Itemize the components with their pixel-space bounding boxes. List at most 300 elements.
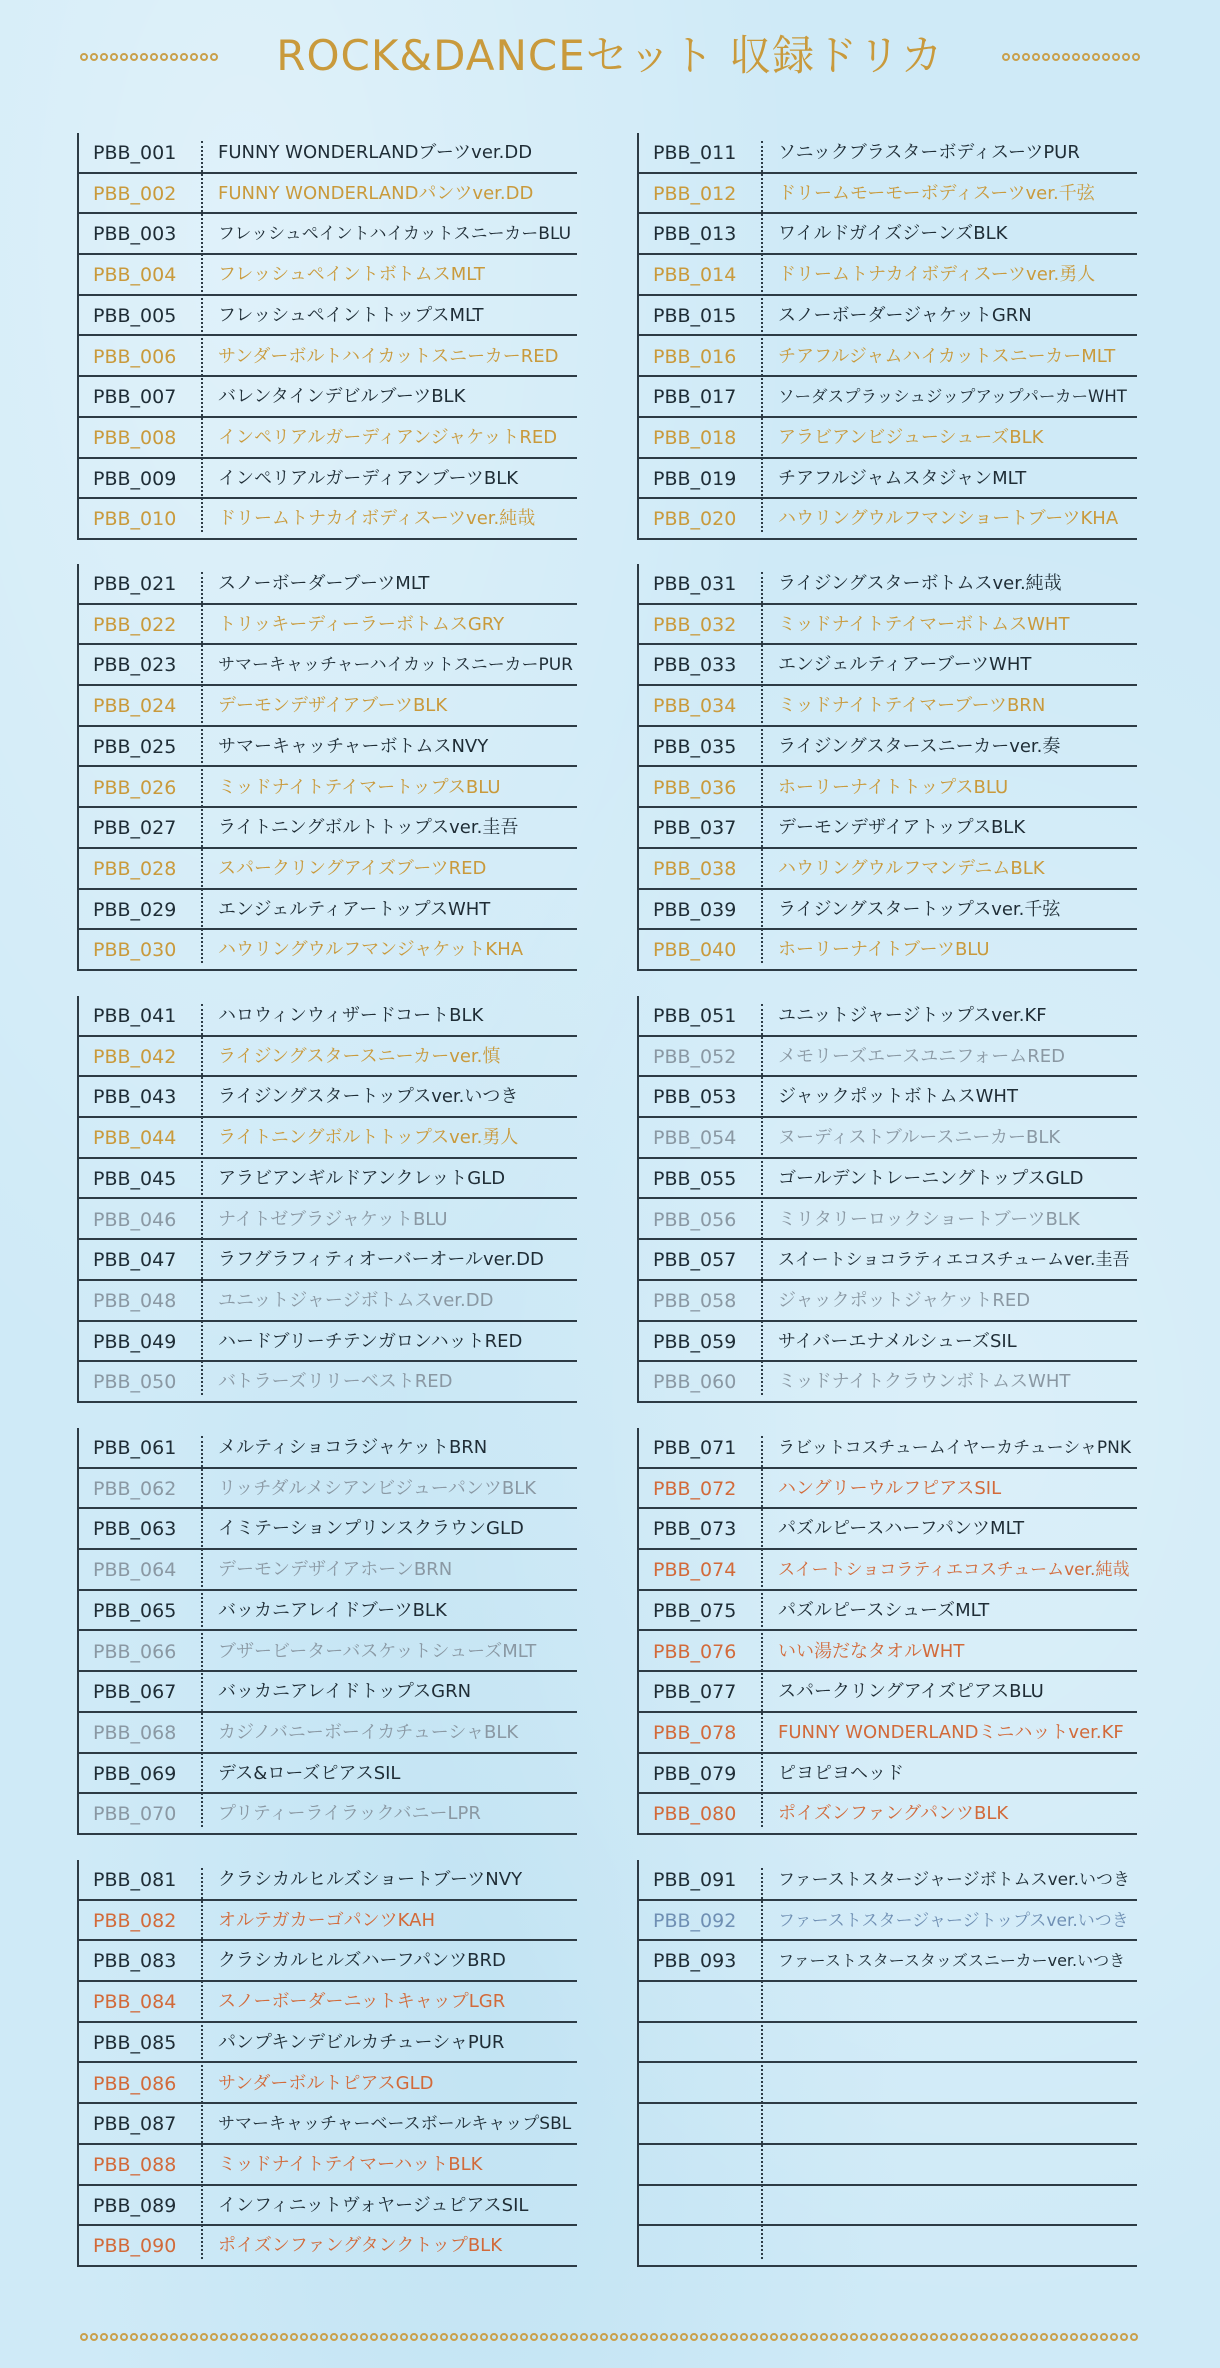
item-code: PBB_011 — [653, 142, 737, 164]
dot-ornament — [570, 2333, 578, 2341]
item-name: ナイトゼブラジャケットBLU — [218, 1208, 448, 1230]
table-row — [637, 849, 1137, 890]
dot-ornament — [210, 2333, 218, 2341]
table-row — [77, 1713, 577, 1754]
table-row — [77, 1077, 577, 1118]
item-code: PBB_010 — [93, 508, 177, 531]
item-name: ライトニングボルトトップスver.勇人 — [218, 1127, 519, 1149]
dot-ornament — [110, 2333, 118, 2341]
item-code: PBB_089 — [93, 2194, 177, 2217]
item-group — [637, 1860, 1137, 2267]
table-row — [637, 1672, 1137, 1713]
table-row — [77, 1591, 577, 1632]
item-name: サマーキャッチャーボトムスNVY — [218, 735, 489, 757]
dot-ornament — [1062, 53, 1070, 61]
item-name: ハロウィンウィザードコートBLK — [218, 1005, 484, 1026]
item-code: PBB_083 — [93, 1950, 177, 1973]
table-row — [637, 2064, 1137, 2105]
table-row — [77, 1281, 577, 1322]
dot-ornament — [870, 2333, 878, 2341]
row-underline — [637, 1401, 1137, 1403]
dot-ornament — [280, 2333, 288, 2341]
table-row — [637, 1860, 1137, 1901]
item-group — [77, 996, 577, 1403]
dot-ornament — [970, 2333, 978, 2341]
dot-ornament — [250, 2333, 258, 2341]
dot-ornament — [990, 2333, 998, 2341]
item-code: PBB_051 — [653, 1005, 737, 1027]
item-name: ラフグラフィティオーバーオールver.DD — [218, 1249, 544, 1271]
item-code: PBB_061 — [93, 1437, 177, 1459]
dot-ornament — [1040, 2333, 1048, 2341]
dot-ornament — [460, 2333, 468, 2341]
item-code: PBB_017 — [653, 386, 737, 409]
row-underline — [77, 2265, 577, 2267]
dot-ornament — [1130, 2333, 1138, 2341]
dot-ornament — [830, 2333, 838, 2341]
dot-ornament — [330, 2333, 338, 2341]
dot-ornament — [540, 2333, 548, 2341]
table-row — [637, 1362, 1137, 1403]
item-name: バトラーズリリーベストRED — [218, 1371, 453, 1393]
item-code: PBB_003 — [93, 223, 177, 246]
table-row — [637, 296, 1137, 337]
dot-ornament — [1002, 53, 1010, 61]
item-name: ファーストスタースタッズスニーカーver.いつき — [778, 1951, 1126, 1971]
table-row — [637, 890, 1137, 931]
table-row — [637, 377, 1137, 418]
item-code: PBB_087 — [93, 2113, 177, 2136]
item-name: ハングリーウルフピアスSIL — [778, 1477, 1002, 1499]
table-row — [77, 2145, 577, 2186]
dot-ornament — [290, 2333, 298, 2341]
item-code: PBB_070 — [93, 1803, 177, 1826]
item-name: インペリアルガーディアンジャケットRED — [218, 426, 558, 448]
item-code: PBB_037 — [653, 817, 737, 840]
dot-ornament — [670, 2333, 678, 2341]
dot-ornament — [200, 2333, 208, 2341]
item-name: デス&ローズピアスSIL — [218, 1762, 401, 1784]
table-row — [637, 1281, 1137, 1322]
item-name: ドリームモーモーボディスーツver.千弦 — [778, 182, 1095, 204]
item-name: スパークリングアイズピアスBLU — [778, 1681, 1044, 1703]
dot-ornament — [1052, 53, 1060, 61]
dot-ornament — [810, 2333, 818, 2341]
item-code: PBB_012 — [653, 182, 737, 205]
dot-ornament — [440, 2333, 448, 2341]
decorative-dots-bottom — [80, 2330, 1138, 2344]
item-code: PBB_036 — [653, 776, 737, 799]
item-code: PBB_031 — [653, 573, 737, 595]
dot-ornament — [410, 2333, 418, 2341]
dot-ornament — [650, 2333, 658, 2341]
table-row — [637, 2145, 1137, 2186]
table-row — [637, 1591, 1137, 1632]
table-row — [77, 133, 577, 174]
item-code: PBB_056 — [653, 1208, 737, 1231]
dot-ornament — [180, 2333, 188, 2341]
dot-ornament — [360, 2333, 368, 2341]
table-row — [637, 2023, 1137, 2064]
item-code: PBB_014 — [653, 264, 737, 287]
item-code: PBB_058 — [653, 1289, 737, 1312]
item-code: PBB_062 — [93, 1477, 177, 1500]
table-row — [77, 1428, 577, 1469]
item-name: ライジングスタートップスver.千弦 — [778, 898, 1061, 920]
item-name: フレッシュペイントトップスMLT — [218, 304, 484, 326]
dot-ornament — [730, 2333, 738, 2341]
dot-ornament — [950, 2333, 958, 2341]
item-group — [637, 1428, 1137, 1835]
dot-ornament — [260, 2333, 268, 2341]
table-row — [637, 255, 1137, 296]
dot-ornament — [1092, 53, 1100, 61]
item-name: アラビアンビジューシューズBLK — [778, 426, 1044, 448]
dot-ornament — [880, 2333, 888, 2341]
item-name: スノーボーダーブーツMLT — [218, 573, 430, 594]
item-name: ユニットジャージボトムスver.DD — [218, 1289, 494, 1311]
item-name: サンダーボルトピアスGLD — [218, 2072, 434, 2094]
table-row — [77, 296, 577, 337]
item-code: PBB_055 — [653, 1167, 737, 1190]
item-code: PBB_047 — [93, 1249, 177, 1272]
table-row — [77, 337, 577, 378]
item-code: PBB_084 — [93, 1991, 177, 2014]
table-row — [77, 2023, 577, 2064]
table-row — [637, 1982, 1137, 2023]
dot-ornament — [820, 2333, 828, 2341]
row-underline — [637, 2265, 1137, 2267]
item-name: メルティショコラジャケットBRN — [218, 1437, 488, 1458]
table-row — [77, 1200, 577, 1241]
dot-ornament — [1090, 2333, 1098, 2341]
item-code: PBB_022 — [93, 613, 177, 636]
table-row — [77, 605, 577, 646]
item-name: ライジングスタートップスver.いつき — [218, 1086, 519, 1108]
table-row — [637, 564, 1137, 605]
item-name: ジャックポットジャケットRED — [778, 1289, 1031, 1311]
table-row — [77, 996, 577, 1037]
dot-ornament — [1112, 53, 1120, 61]
table-row — [637, 1322, 1137, 1363]
dot-ornament — [720, 2333, 728, 2341]
table-row — [637, 499, 1137, 540]
dot-ornament — [1000, 2333, 1008, 2341]
dot-ornament — [510, 2333, 518, 2341]
table-row — [77, 214, 577, 255]
item-code: PBB_038 — [653, 857, 737, 880]
item-name: ライジングスタースニーカーver.慎 — [218, 1045, 501, 1067]
item-name: サマーキャッチャーベースボールキャップSBL — [218, 2114, 572, 2135]
table-row — [77, 1550, 577, 1591]
table-row — [637, 1901, 1137, 1942]
item-code: PBB_069 — [93, 1762, 177, 1785]
item-name: トリッキーディーラーボトムスGRY — [218, 613, 505, 635]
item-code: PBB_026 — [93, 776, 177, 799]
item-code: PBB_076 — [653, 1640, 737, 1663]
dot-ornament — [980, 2333, 988, 2341]
item-code: PBB_072 — [653, 1477, 737, 1500]
table-row — [77, 564, 577, 605]
item-name: パズルピースハーフパンツMLT — [778, 1518, 1025, 1540]
item-name: オルテガカーゴパンツKAH — [218, 1909, 435, 1931]
table-row — [77, 418, 577, 459]
dot-ornament — [860, 2333, 868, 2341]
item-name: ミッドナイトテイマーハットBLK — [218, 2153, 483, 2175]
table-row — [77, 1469, 577, 1510]
item-code: PBB_088 — [93, 2153, 177, 2176]
item-code: PBB_057 — [653, 1249, 737, 1272]
table-row — [637, 1632, 1137, 1673]
item-name: パズルピースシューズMLT — [778, 1599, 990, 1621]
item-code: PBB_071 — [653, 1437, 737, 1459]
dot-ornament — [1020, 2333, 1028, 2341]
dot-ornament — [1110, 2333, 1118, 2341]
dot-ornament — [900, 2333, 908, 2341]
dot-ornament — [1132, 53, 1140, 61]
dot-ornament — [1032, 53, 1040, 61]
item-name: ライジングスターボトムスver.純哉 — [778, 573, 1062, 594]
item-name: ポイズンファングタンクトップBLK — [218, 2235, 503, 2257]
item-name: スノーボーダージャケットGRN — [778, 304, 1032, 326]
dot-ornament — [400, 2333, 408, 2341]
dot-ornament — [230, 2333, 238, 2341]
item-code: PBB_007 — [93, 386, 177, 409]
item-code: PBB_075 — [653, 1599, 737, 1622]
page-header — [0, 18, 1220, 94]
table-row — [637, 1469, 1137, 1510]
dot-ornament — [520, 2333, 528, 2341]
item-group — [637, 996, 1137, 1403]
dot-ornament — [590, 2333, 598, 2341]
item-code: PBB_015 — [653, 304, 737, 327]
item-code: PBB_009 — [93, 467, 177, 490]
dot-ornament — [1122, 53, 1130, 61]
dot-ornament — [120, 2333, 128, 2341]
item-name: ラビットコスチュームイヤーカチューシャPNK — [778, 1438, 1132, 1458]
item-name: ヌーディストブルースニーカーBLK — [778, 1127, 1061, 1149]
item-name: ミッドナイトテイマーボトムスWHT — [778, 613, 1070, 635]
table-row — [77, 255, 577, 296]
row-underline — [77, 969, 577, 971]
item-name: スイートショコラティエコスチュームver.純哉 — [778, 1560, 1130, 1581]
table-row — [77, 1941, 577, 1982]
item-name: ホーリーナイトトップスBLU — [778, 776, 1009, 798]
dot-ornament — [430, 2333, 438, 2341]
item-code: PBB_060 — [653, 1371, 737, 1394]
dot-ornament — [160, 2333, 168, 2341]
item-code: PBB_023 — [93, 654, 177, 677]
item-code: PBB_027 — [93, 817, 177, 840]
dot-ornament — [190, 2333, 198, 2341]
row-underline — [77, 1833, 577, 1835]
item-code: PBB_091 — [653, 1869, 737, 1891]
table-row — [77, 808, 577, 849]
item-name: フレッシュペイントハイカットスニーカーBLU — [218, 224, 572, 245]
item-code: PBB_046 — [93, 1208, 177, 1231]
table-row — [77, 2064, 577, 2105]
item-code: PBB_073 — [653, 1518, 737, 1541]
table-row — [77, 1982, 577, 2023]
item-name: スイートショコラティエコスチュームver.圭吾 — [778, 1250, 1130, 1271]
table-row — [77, 1754, 577, 1795]
item-name: ドリームトナカイボディスーツver.純哉 — [218, 508, 536, 530]
dot-ornament — [490, 2333, 498, 2341]
dot-ornament — [750, 2333, 758, 2341]
item-name: クラシカルヒルズショートブーツNVY — [218, 1869, 523, 1890]
item-code: PBB_025 — [93, 735, 177, 758]
dot-ornament — [930, 2333, 938, 2341]
item-code: PBB_016 — [653, 345, 737, 368]
dot-ornament — [660, 2333, 668, 2341]
dot-ornament — [470, 2333, 478, 2341]
table-row — [637, 2186, 1137, 2227]
table-row — [637, 1428, 1137, 1469]
dot-ornament — [1082, 53, 1090, 61]
item-code: PBB_024 — [93, 695, 177, 718]
table-row — [637, 1077, 1137, 1118]
decorative-dots-right — [1002, 50, 1140, 64]
dot-ornament — [130, 2333, 138, 2341]
dot-ornament — [1072, 53, 1080, 61]
item-name: チアフルジャムハイカットスニーカーMLT — [778, 345, 1116, 367]
table-row — [637, 605, 1137, 646]
item-name: サイバーエナメルシューズSIL — [778, 1330, 1017, 1352]
dot-ornament — [690, 2333, 698, 2341]
table-row — [77, 2104, 577, 2145]
dot-ornament — [1022, 53, 1030, 61]
item-name: サンダーボルトハイカットスニーカーRED — [218, 345, 559, 367]
item-name: イミテーションプリンスクラウンGLD — [218, 1518, 524, 1540]
table-row — [77, 1860, 577, 1901]
table-row — [637, 1037, 1137, 1078]
item-name: ミッドナイトテイマーブーツBRN — [778, 695, 1046, 717]
dot-ornament — [500, 2333, 508, 2341]
dot-ornament — [450, 2333, 458, 2341]
item-name: FUNNY WONDERLANDパンツver.DD — [218, 182, 534, 204]
dot-ornament — [800, 2333, 808, 2341]
item-name: ミリタリーロックショートブーツBLK — [778, 1208, 1080, 1230]
dot-ornament — [840, 2333, 848, 2341]
table-row — [77, 1362, 577, 1403]
dot-ornament — [620, 2333, 628, 2341]
item-code: PBB_048 — [93, 1289, 177, 1312]
page-title: ROCK&DANCEセット 収録ドリカ — [276, 31, 944, 80]
item-code: PBB_078 — [653, 1721, 737, 1744]
table-row — [637, 1713, 1137, 1754]
row-underline — [637, 969, 1137, 971]
item-code: PBB_082 — [93, 1909, 177, 1932]
table-row — [77, 1159, 577, 1200]
item-code: PBB_018 — [653, 426, 737, 449]
table-row — [637, 930, 1137, 971]
item-name: ドリームトナカイボディスーツver.勇人 — [778, 264, 1096, 286]
item-name: ハードブリーチテンガロンハットRED — [218, 1330, 523, 1352]
table-row — [637, 418, 1137, 459]
table-row — [637, 1159, 1137, 1200]
table-row — [77, 2186, 577, 2227]
item-code: PBB_093 — [653, 1950, 737, 1973]
dot-ornament — [1080, 2333, 1088, 2341]
item-code: PBB_030 — [93, 939, 177, 962]
item-code: PBB_059 — [653, 1330, 737, 1353]
item-code: PBB_035 — [653, 735, 737, 758]
item-name: バレンタインデビルブーツBLK — [218, 386, 466, 408]
item-name: インペリアルガーディアンブーツBLK — [218, 467, 519, 489]
item-code: PBB_002 — [93, 182, 177, 205]
table-row — [637, 174, 1137, 215]
table-row — [77, 1632, 577, 1673]
table-row — [77, 1322, 577, 1363]
item-code: PBB_080 — [653, 1803, 737, 1826]
dot-ornament — [1100, 2333, 1108, 2341]
dot-ornament — [140, 2333, 148, 2341]
table-row — [637, 459, 1137, 500]
table-row — [77, 645, 577, 686]
table-row — [77, 849, 577, 890]
dot-ornament — [270, 2333, 278, 2341]
table-row — [637, 1118, 1137, 1159]
table-row — [637, 996, 1137, 1037]
table-row — [637, 214, 1137, 255]
dot-ornament — [560, 2333, 568, 2341]
table-row — [637, 1794, 1137, 1835]
dot-ornament — [1120, 2333, 1128, 2341]
table-row — [77, 1901, 577, 1942]
dot-ornament — [240, 2333, 248, 2341]
item-name: ミッドナイトテイマートップスBLU — [218, 776, 501, 798]
dot-ornament — [1070, 2333, 1078, 2341]
row-underline — [77, 538, 577, 540]
item-name: ハウリングウルフマンジャケットKHA — [218, 939, 524, 961]
table-row — [637, 2104, 1137, 2145]
item-code: PBB_064 — [93, 1559, 177, 1582]
dot-ornament — [920, 2333, 928, 2341]
table-row — [77, 1118, 577, 1159]
item-name: カジノバニーボーイカチューシャBLK — [218, 1721, 519, 1743]
dot-ornament — [1050, 2333, 1058, 2341]
dot-ornament — [1060, 2333, 1068, 2341]
item-name: ジャックポットボトムスWHT — [778, 1086, 1018, 1108]
item-group — [77, 1428, 577, 1835]
item-name: ゴールデントレーニングトップスGLD — [778, 1167, 1084, 1189]
item-code: PBB_068 — [93, 1721, 177, 1744]
dot-ornament — [700, 2333, 708, 2341]
item-name: メモリーズエースユニフォームRED — [778, 1045, 1066, 1067]
item-code: PBB_052 — [653, 1045, 737, 1068]
dot-ornament — [780, 2333, 788, 2341]
item-name: ブザービーターバスケットシューズMLT — [218, 1640, 537, 1662]
item-code: PBB_043 — [93, 1086, 177, 1109]
item-name: デーモンデザイアブーツBLK — [218, 695, 448, 717]
item-name: デーモンデザイアホーンBRN — [218, 1559, 453, 1581]
item-code: PBB_008 — [93, 426, 177, 449]
item-group — [77, 1860, 577, 2267]
item-name: バッカニアレイドトップスGRN — [218, 1681, 472, 1703]
dot-ornament — [300, 2333, 308, 2341]
item-name: ワイルドガイズジーンズBLK — [778, 223, 1008, 245]
item-name: フレッシュペイントボトムスMLT — [218, 264, 485, 286]
item-code: PBB_040 — [653, 939, 737, 962]
item-group — [77, 564, 577, 971]
dot-ornament — [80, 2333, 88, 2341]
item-name: ソーダスプラッシュジップアップパーカーWHT — [778, 387, 1127, 407]
dot-ornament — [600, 2333, 608, 2341]
dot-ornament — [680, 2333, 688, 2341]
dot-ornament — [220, 2333, 228, 2341]
item-name: ポイズンファングパンツBLK — [778, 1803, 1009, 1825]
table-row — [637, 1754, 1137, 1795]
